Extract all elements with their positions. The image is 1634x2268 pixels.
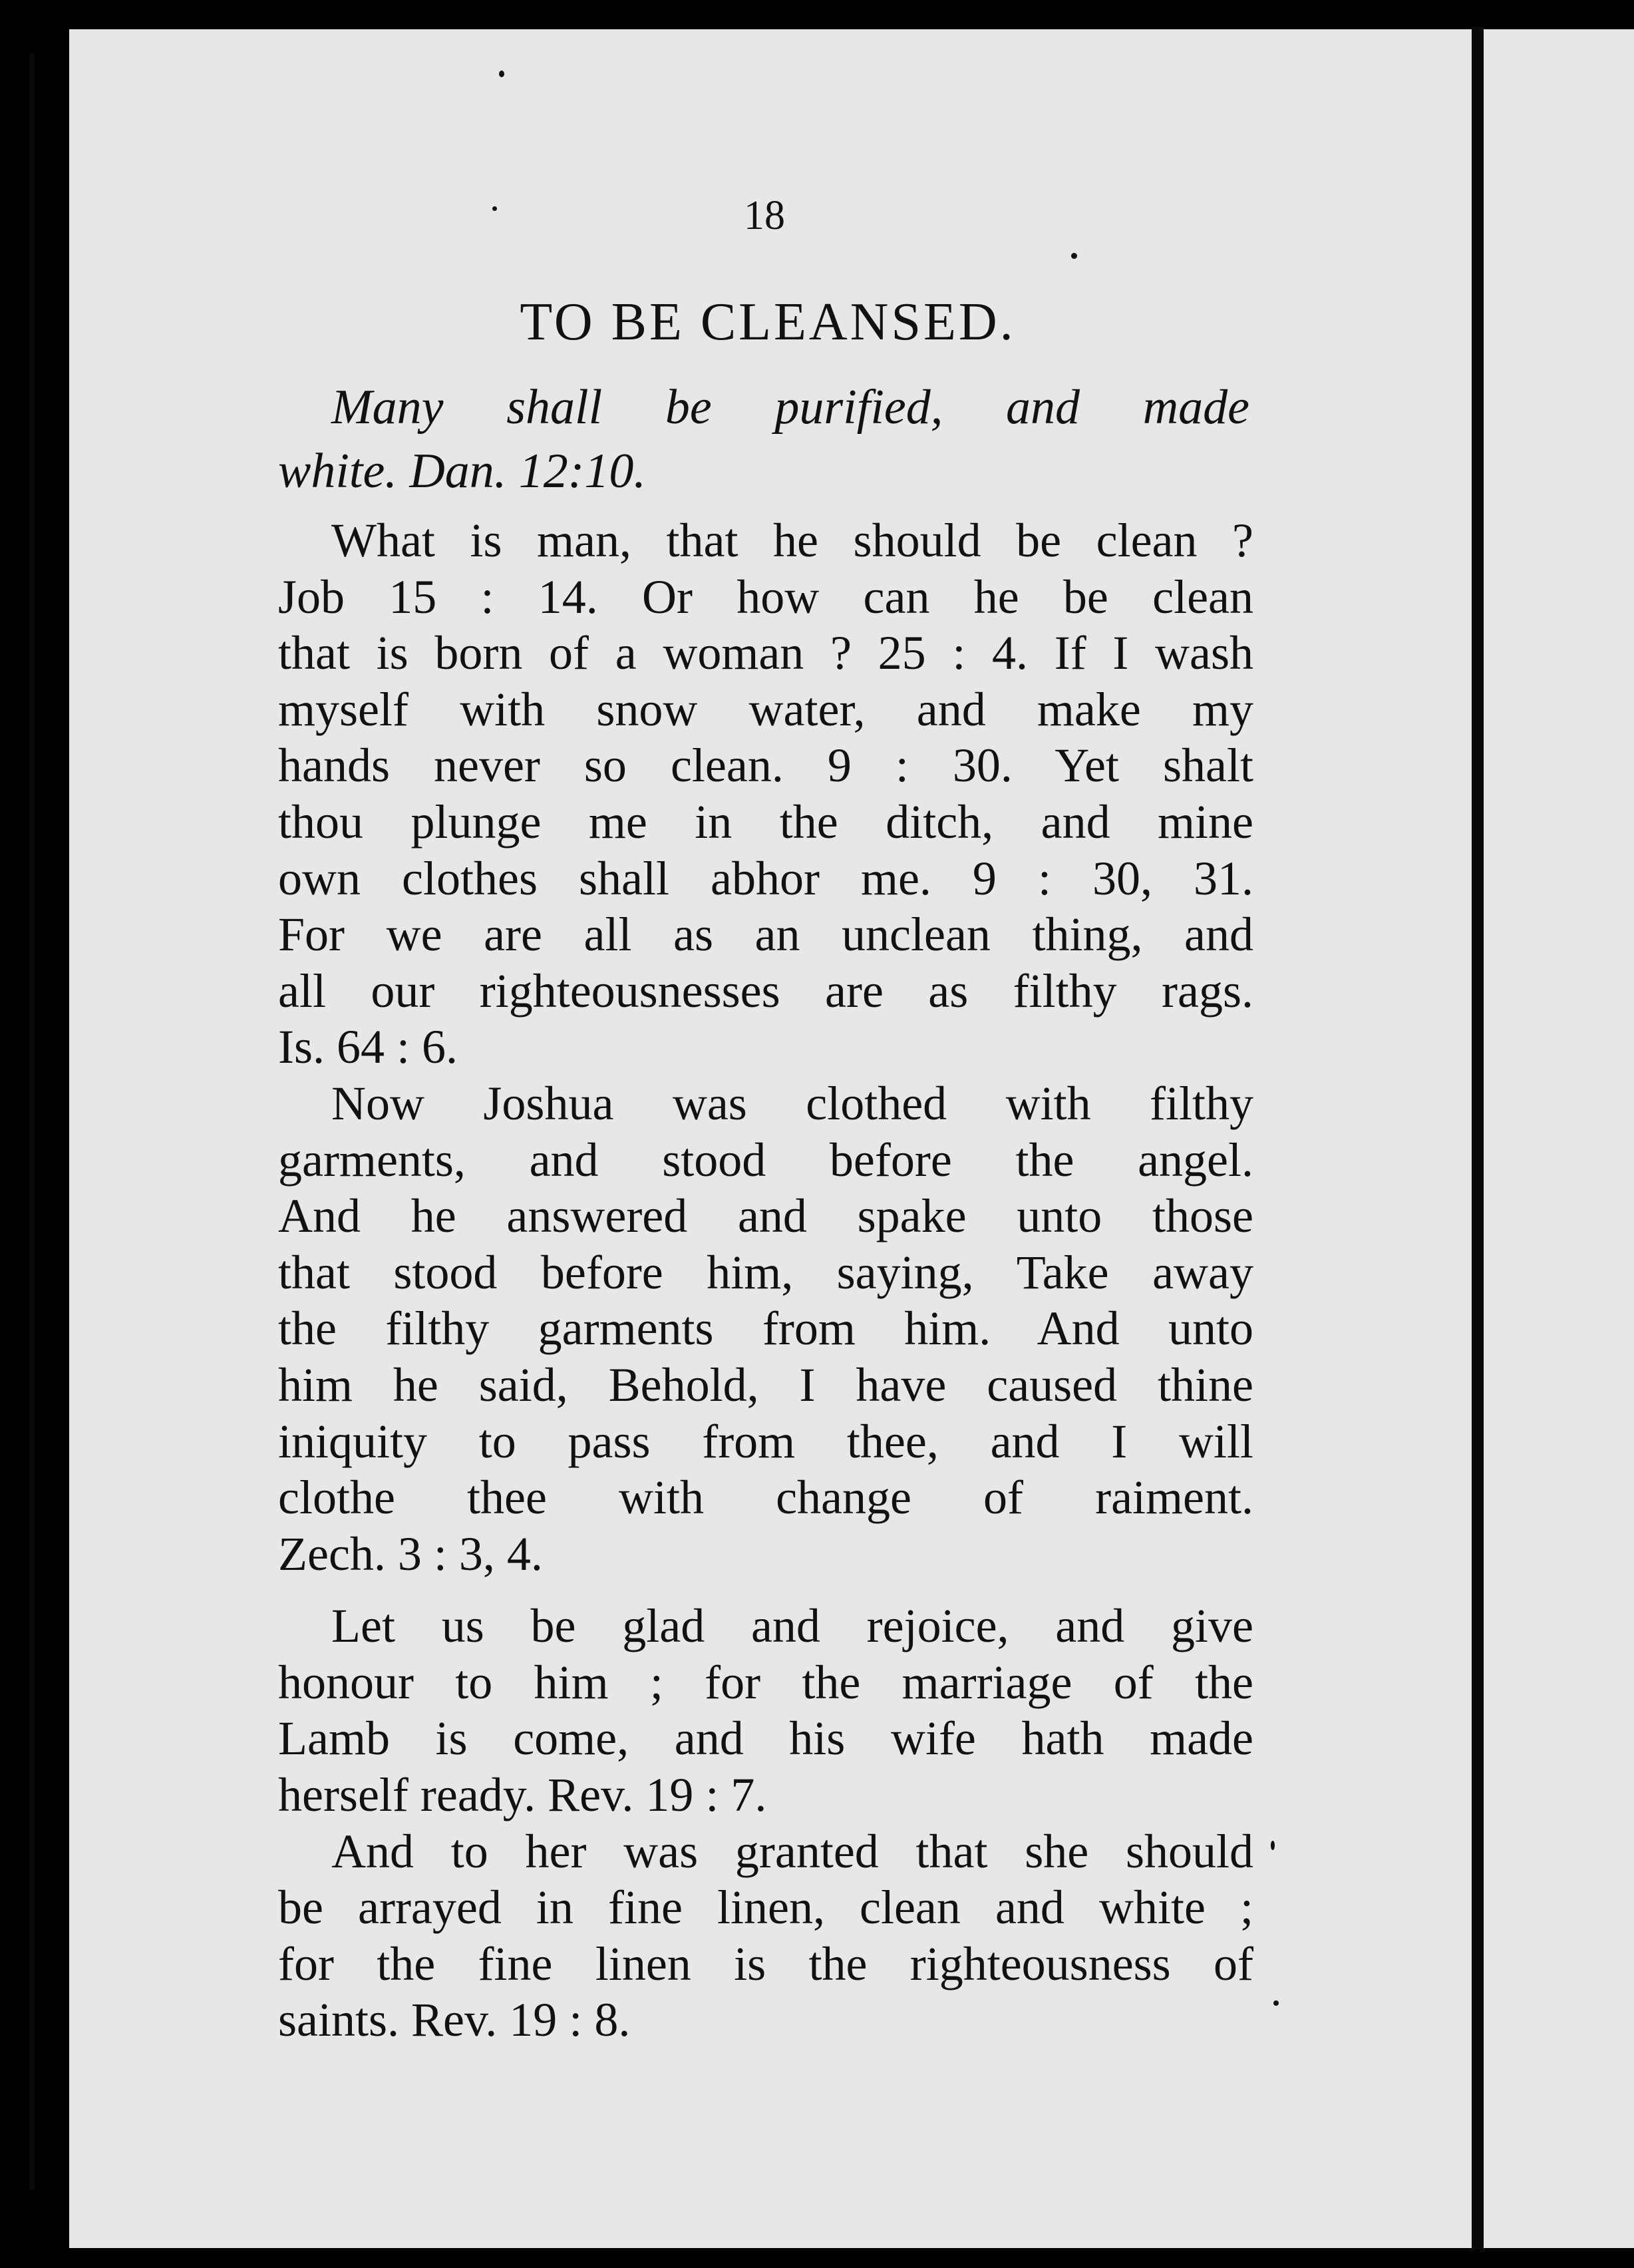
text-line: the filthy garments from him. And unto <box>278 1302 1253 1356</box>
paragraph-gap <box>278 1582 1253 1598</box>
epigraph-line-2: white. Dan. 12:10. <box>278 444 646 498</box>
text-line: For we are all as an unclean thing, and <box>278 908 1253 962</box>
text-line: And he answered and spake unto those <box>278 1189 1253 1243</box>
text-line: clothe thee with change of raiment. <box>278 1471 1253 1525</box>
ink-speck <box>499 71 504 77</box>
text-line: herself ready. Rev. 19 : 7. <box>278 1768 767 1822</box>
page-title: TO BE CLEANSED. <box>520 293 1016 351</box>
left-border-rule <box>29 53 35 2189</box>
text-line: own clothes shall abhor me. 9 : 30, 31. <box>278 851 1253 905</box>
paragraph-4 <box>278 1823 1253 2048</box>
text-line: Lamb is come, and his wife hath made <box>278 1712 1253 1766</box>
body-text <box>278 512 1253 2048</box>
text-line: What is man, that he should be clean ? <box>331 514 1253 567</box>
text-line: be arrayed in fine linen, clean and white ; <box>278 1881 1253 1935</box>
text-line: And to her was granted that she should <box>331 1824 1253 1878</box>
text-line: him he said, Behold, I have caused thine <box>278 1358 1253 1412</box>
text-line: that is born of a woman ? 25 : 4. If I wash <box>278 626 1253 680</box>
text-line: all our righteousnesses are as filthy rags. <box>278 964 1253 1018</box>
text-line: Job 15 : 14. Or how can he be clean <box>278 570 1253 624</box>
adjacent-page-edge <box>1484 29 1634 2248</box>
text-line: thou plunge me in the ditch, and mine <box>278 795 1253 849</box>
text-line: Let us be glad and rejoice, and give <box>331 1599 1253 1653</box>
text-line: Zech. 3 : 3, 4. <box>278 1527 543 1581</box>
paragraph-3 <box>278 1598 1253 1823</box>
text-line: saints. Rev. 19 : 8. <box>278 1993 631 2047</box>
ink-speck <box>492 206 497 211</box>
ink-speck <box>1071 253 1077 259</box>
ink-speck <box>1273 2000 1279 2006</box>
epigraph <box>278 375 1249 503</box>
text-line: hands never so clean. 9 : 30. Yet shalt <box>278 739 1253 793</box>
book-page <box>69 29 1472 2248</box>
ink-speck <box>1271 1841 1275 1850</box>
text-line: garments, and stood before the angel. <box>278 1133 1253 1187</box>
page-gutter <box>1472 27 1484 2249</box>
text-line: for the fine linen is the righteousness of <box>278 1937 1253 1990</box>
page-number: 18 <box>744 193 785 238</box>
text-line: myself with snow water, and make my <box>278 682 1253 736</box>
text-line: that stood before him, saying, Take away <box>278 1245 1253 1299</box>
paragraph-1 <box>278 512 1253 1075</box>
text-line: honour to him ; for the marriage of the <box>278 1655 1253 1709</box>
text-line: Is. 64 : 6. <box>278 1020 458 1074</box>
epigraph-line-1: Many shall be purified, and made <box>331 380 1249 435</box>
paragraph-2 <box>278 1075 1253 1582</box>
text-line: iniquity to pass from thee, and I will <box>278 1414 1253 1468</box>
text-line: Now Joshua was clothed with filthy <box>331 1076 1253 1130</box>
